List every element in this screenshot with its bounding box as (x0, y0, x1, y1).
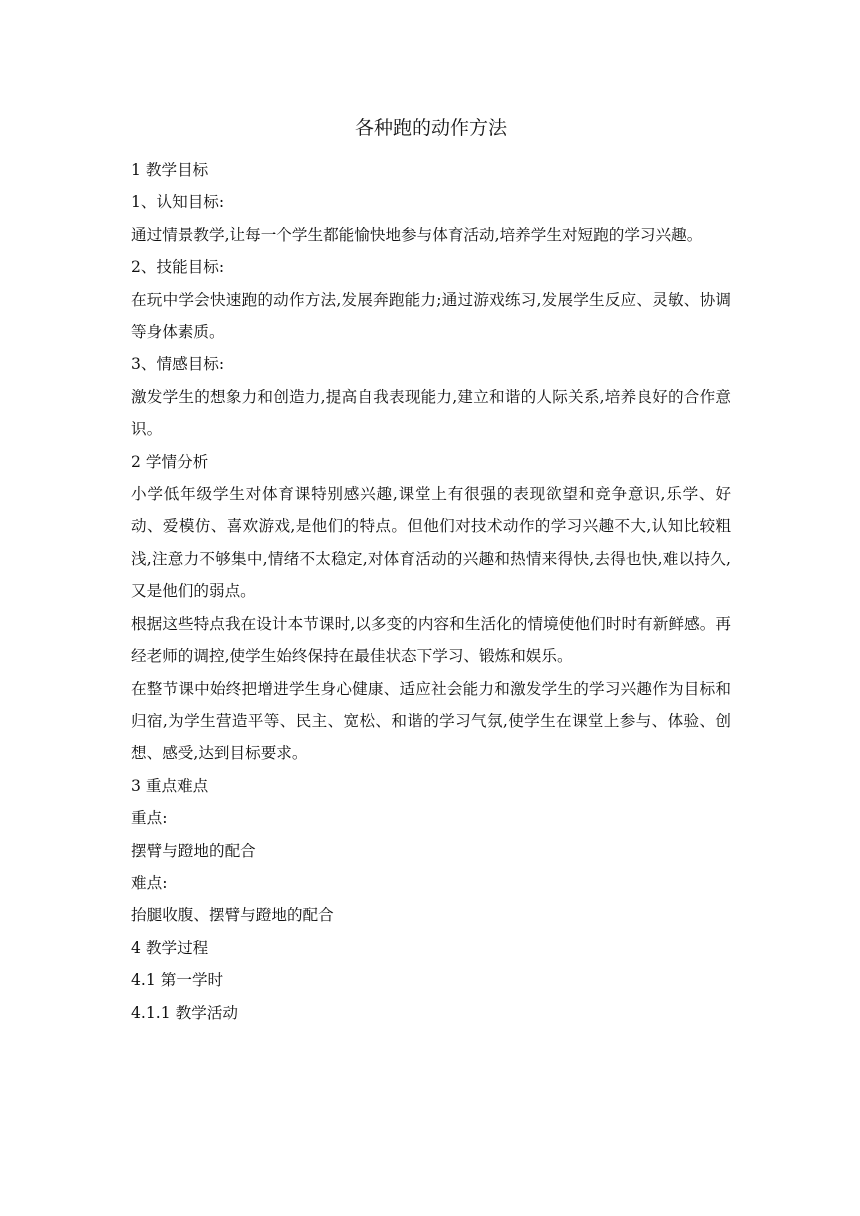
document-page (131, 114, 731, 1029)
section-heading-teaching-goals: 1 教学目标 (131, 161, 209, 179)
section-heading-key-points: 3 重点难点 (131, 776, 209, 795)
label-difficult-point: 难点: (131, 873, 168, 892)
paragraph-learner-analysis-2: 根据这些特点我在设计本节课时,以多变的内容和生活化的情境使他们时时有新鲜感。再经老师的调控,使学生始终保持在最佳状态下学习、锻炼和娱乐。 (131, 614, 731, 666)
label-key-point: 重点: (131, 809, 168, 828)
paragraph-skill-goal: 在玩中学会快速跑的动作方法,发展奔跑能力;通过游戏练习,发展学生反应、灵敏、协调等身体素质。 (131, 290, 731, 342)
text-difficult-point: 抬腿收腹、摆臂与蹬地的配合 (131, 906, 334, 925)
paragraph-learner-analysis-3: 在整节课中始终把增进学生身心健康、适应社会能力和激发学生的学习兴趣作为目标和归宿,为学生营造平等、民主、宽松、和谐的学习气氛,使学生在课堂上参与、体验、创想、感受,达到目标要求。 (131, 679, 731, 763)
paragraph-learner-analysis-1: 小学低年级学生对体育课特别感兴趣,课堂上有很强的表现欲望和竞争意识,乐学、好动、爱模仿、喜欢游戏,是他们的特点。但他们对技术动作的学习兴趣不大,认知比较粗浅,注意力不够集中,情绪不太稳定,对体育活动的兴趣和热情来得快,去得也快,难以持久,又是他们的弱点。 (131, 485, 731, 601)
subheading-first-lesson: 4.1 第一学时 (131, 971, 224, 990)
subheading-emotional-goal: 3、情感目标: (131, 355, 225, 374)
document-title: 各种跑的动作方法 (354, 117, 507, 139)
paragraph-emotional-goal: 激发学生的想象力和创造力,提高自我表现能力,建立和谐的人际关系,培养良好的合作意识。 (131, 387, 731, 439)
subheading-skill-goal: 2、技能目标: (131, 258, 225, 277)
paragraph-cognitive-goal: 通过情景教学,让每一个学生都能愉快地参与体育活动,培养学生对短跑的学习兴趣。 (131, 225, 703, 244)
subheading-cognitive-goal: 1、认知目标: (131, 193, 225, 212)
subheading-teaching-activity: 4.1.1 教学活动 (131, 1003, 239, 1022)
section-heading-teaching-process: 4 教学过程 (131, 938, 209, 957)
section-heading-learner-analysis: 2 学情分析 (131, 452, 209, 471)
text-key-point: 摆臂与蹬地的配合 (131, 841, 256, 860)
